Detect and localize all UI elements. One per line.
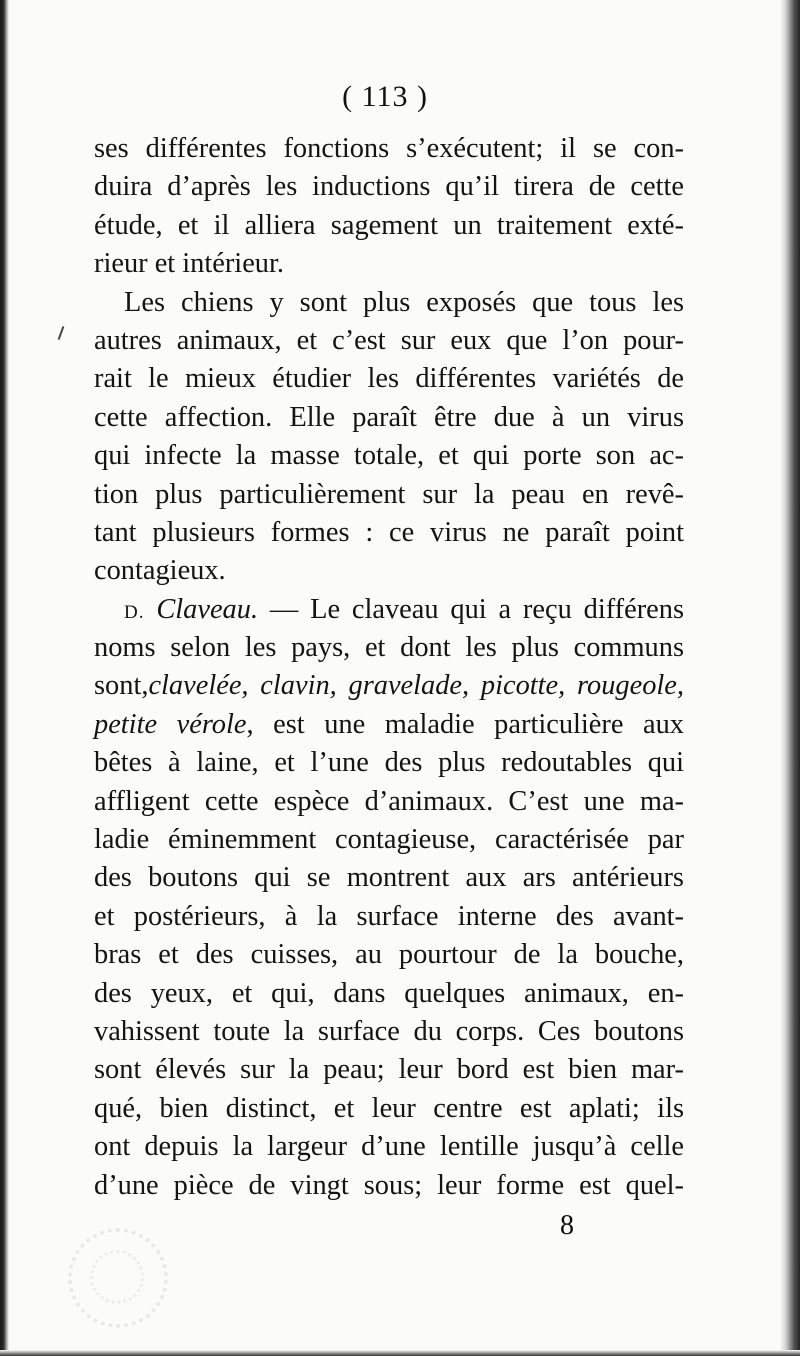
page-number: ( 113 ) <box>342 80 428 113</box>
text-line: ses différentes fonctions s’exécutent; il se con- <box>94 133 684 164</box>
section-letter: D. <box>124 601 145 623</box>
library-stamp-inner <box>90 1250 144 1304</box>
text-line: qué, bien distinct, et leur centre est aplati; ils <box>94 1092 684 1124</box>
text-line: d’une pièce de vingt sous; leur forme est quel- <box>94 1169 684 1201</box>
text-line: étude, et il alliera sagement un traitement exté- <box>94 209 684 241</box>
page-right-edge <box>780 0 800 1356</box>
section-lead-text: — Le claveau qui a reçu différens <box>258 593 684 625</box>
text-line: rait le mieux étudier les différentes variétés de <box>94 363 684 395</box>
margin-mark <box>58 326 65 340</box>
text-line: cette affection. Elle paraît être due à un virus <box>94 401 684 433</box>
text-line: rieur et intérieur. <box>94 248 284 280</box>
library-stamp-mark <box>68 1228 168 1328</box>
text-line <box>94 706 684 744</box>
text-line: bêtes à laine, et l’une des plus redoutables qui <box>94 747 684 779</box>
page-left-edge <box>0 0 9 1356</box>
text-line: ont depuis la largeur d’une lentille jusqu’à celle <box>94 1131 684 1163</box>
text-line: bras et des cuisses, au pourtour de la bouche, <box>94 939 684 971</box>
text-line: des boutons qui se montrent aux ars antérieurs <box>94 862 684 894</box>
text-line: tant plusieurs formes : ce virus ne paraît point <box>94 516 684 548</box>
text-line: des yeux, et qui, dans quelques animaux, en- <box>94 977 684 1009</box>
text-line: qui infecte la masse totale, et qui porte son ac- <box>94 440 684 472</box>
text-line: tion plus particulièrement sur la peau en revê- <box>94 478 684 510</box>
text-prefix: sont, <box>94 670 149 702</box>
synonym-term: petite vérole <box>94 708 247 740</box>
text-line: sont élevés sur la peau; leur bord est bien mar- <box>94 1054 684 1086</box>
body-text <box>94 130 684 1205</box>
section-lead-line <box>94 591 684 629</box>
text-continuation: , est une maladie particulière aux <box>246 708 684 740</box>
text-line: duira d’après les inductions qu’il tirera de cette <box>94 171 684 203</box>
text-line: Les chiens y sont plus exposés que tous les <box>124 286 684 318</box>
text-line <box>94 667 684 705</box>
text-line: affligent cette espèce d’animaux. C’est une ma- <box>94 785 684 817</box>
section-title: Claveau. <box>156 593 259 625</box>
synonyms-list: clavelée, clavin, gravelade, picotte, rougeole, <box>148 670 684 702</box>
signature-mark: 8 <box>560 1210 574 1241</box>
text-line: vahissent toute la surface du corps. Ces boutons <box>94 1015 684 1047</box>
text-line: contagieux. <box>94 555 226 587</box>
text-line: autres animaux, et c’est sur eux que l’on pour- <box>94 324 684 356</box>
text-line: noms selon les pays, et dont les plus communs <box>94 632 684 664</box>
text-line: ladie éminemment contagieuse, caractérisée par <box>94 824 684 856</box>
text-line: et postérieurs, à la surface interne des avant- <box>94 900 684 932</box>
page-bottom-edge <box>0 1350 800 1356</box>
